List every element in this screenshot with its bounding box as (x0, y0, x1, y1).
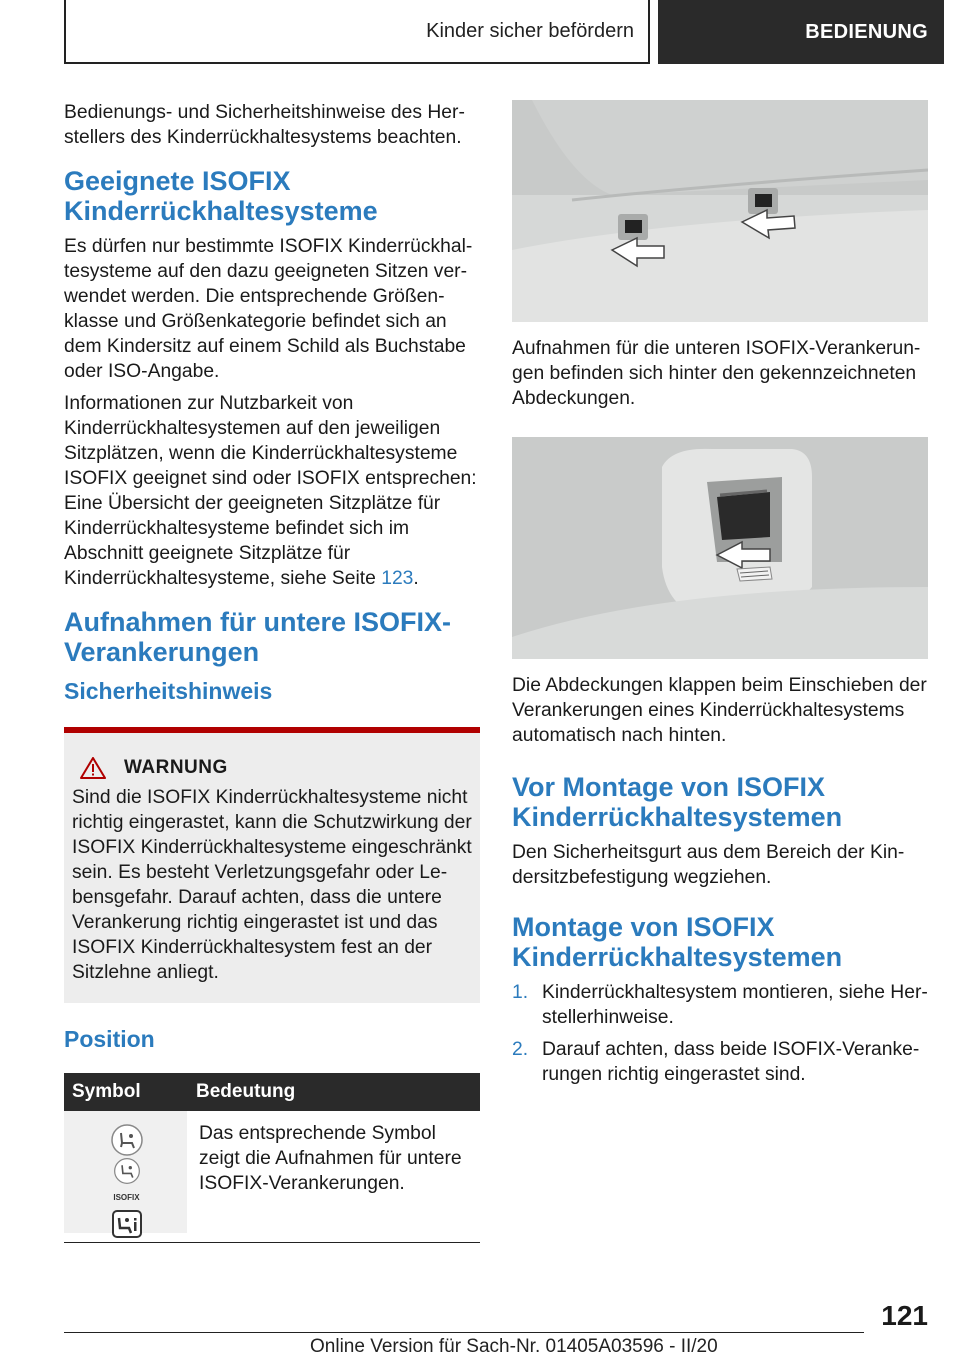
header-section (64, 0, 650, 64)
warning-title: WARNUNG (124, 757, 228, 778)
heading-aufnahmen: Aufnahmen für untere ISOFIX-Verankerungen (64, 607, 452, 667)
child-seat-info-icon (112, 1210, 142, 1238)
warning-header (72, 757, 472, 779)
heading-position: Position (64, 1026, 155, 1052)
list-item (512, 980, 928, 1030)
isofix-label-icon (113, 1157, 141, 1210)
left-column (64, 100, 480, 1243)
step-number: 2. (512, 1039, 529, 1060)
isofix-cover-photo (512, 437, 928, 659)
paragraph-isofix-1: Es dürfen nur bestimmte ISOFIX Kinderrückhaltesysteme auf den dazu geeigneten Sitzen verwendet werden. Die entsprechende Größenklasse und Größenkategorie befindet sich an dem Kindersitz auf einem Schild als Buchstabe oder ISO-Angabe. (64, 236, 473, 382)
right-column (512, 100, 928, 1094)
isofix-label-text: ISOFIX (113, 1193, 140, 1202)
rear-seat-isofix-photo (512, 100, 928, 322)
steps-list (512, 980, 928, 1087)
symbol-table (64, 1073, 480, 1233)
table-row (64, 1111, 480, 1233)
caption-photo-2: Die Abdeckungen klappen beim Einschieben der Verankerungen eines Kinderrückhaltesystems automatisch nach hinten. (512, 675, 927, 746)
meaning-cell: Das entsprechende Symbol zeigt die Aufnahmen für untere ISOFIX-Verankerungen. (199, 1123, 462, 1194)
page-link-123[interactable]: 123 (381, 568, 414, 589)
warning-text: Sind die ISOFIX Kinderrückhaltesysteme nicht richtig eingerastet, kann die Schutzwirkung der ISOFIX Kinderrückhaltesysteme eingeschränkt sein. Es besteht Verletzungsgefahr oder Lebensgefahr. Darauf achten, dass die untere Verankerung richtig eingerastet ist und das ISOFIX Kinderrückhaltesystem fest an der Sitzlehne anliegt. (72, 787, 472, 983)
heading-sicherheitshinweis: Sicherheitshinweis (64, 678, 273, 704)
step-number: 1. (512, 982, 529, 1003)
header-section-title: Kinder sicher befördern (426, 19, 634, 42)
header-chapter (658, 0, 944, 64)
list-item (512, 1037, 928, 1087)
heading-geeignete-isofix: Geeignete ISOFIX Kinderrückhaltesysteme (64, 166, 378, 226)
caption-photo-1: Aufnahmen für die unteren ISOFIX-Verankerungen befinden sich hinter den gekennzeichneten Abdeckungen. (512, 338, 921, 409)
footer-version-text: Online Version für Sach-Nr. 01405A03596 - II/20 (310, 1336, 718, 1357)
footer-rule (64, 1332, 864, 1333)
warning-box (64, 727, 480, 1003)
intro-paragraph: Bedienungs- und Sicherheitshinweise des Herstellers des Kinderrückhaltesystems beachten. (64, 102, 465, 148)
warning-triangle-icon (80, 757, 124, 779)
symbol-cell (64, 1111, 188, 1233)
header-chapter-title: BEDIENUNG (805, 20, 928, 43)
page-number: 121 (881, 1300, 928, 1331)
isofix-seat-icon (110, 1123, 144, 1157)
heading-vor-montage: Vor Montage von ISOFIX Kinderrückhaltesystemen (512, 772, 843, 832)
step-text: Darauf achten, dass beide ISOFIX-Verankerungen richtig eingerastet sind. (542, 1039, 920, 1085)
table-header-meaning: Bedeutung (188, 1073, 480, 1111)
table-header-symbol: Symbol (64, 1073, 188, 1111)
paragraph-vor-montage: Den Sicherheitsgurt aus dem Bereich der Kindersitzbefestigung wegziehen. (512, 842, 905, 888)
heading-montage: Montage von ISOFIX Kinderrückhaltesystemen (512, 912, 843, 972)
paragraph-isofix-2: Informationen zur Nutzbarkeit von Kinderrückhaltesystemen auf den jeweiligen Sitzplätzen, wenn die Kinderrückhaltesysteme ISOFIX geeignet sind oder ISOFIX entsprechen: Eine Übersicht der geeigneten Sitzplätze für Kinderrückhaltesysteme befindet sich im Abschnitt geeignete Sitzplätze für Kinderrückhaltesysteme, siehe Seite 123. (64, 393, 477, 589)
step-text: Kinderrückhaltesystem montieren, siehe Herstellerhinweise. (542, 982, 928, 1028)
